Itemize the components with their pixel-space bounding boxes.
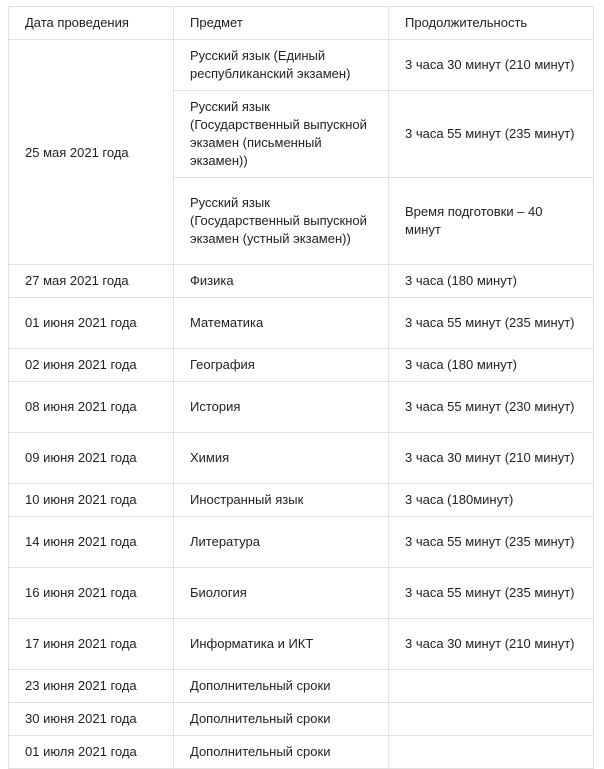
duration-cell: 3 часа 30 минут (210 минут) — [405, 450, 575, 465]
subject-cell: Химия — [174, 433, 389, 483]
date-cell: 16 июня 2021 года — [9, 568, 174, 618]
table-row — [9, 516, 593, 567]
table-row — [9, 264, 593, 297]
duration-cell: 3 часа 55 минут (235 минут) — [405, 126, 575, 141]
table-subrow — [174, 40, 593, 90]
date-cell: 27 мая 2021 года — [9, 265, 174, 297]
subject-cell: Математика — [174, 298, 389, 348]
duration-cell: 3 часа (180минут) — [405, 492, 514, 507]
duration-cell — [389, 703, 593, 735]
duration-cell — [389, 736, 593, 768]
date-cell: 09 июня 2021 года — [9, 433, 174, 483]
duration-cell: Время подготовки – 40 минут — [405, 204, 543, 237]
duration-cell: 3 часа 55 минут (235 минут) — [405, 534, 575, 549]
table-subrow — [174, 177, 593, 264]
table-row — [9, 483, 593, 516]
table-row — [9, 348, 593, 381]
duration-cell: 3 часа 55 минут (235 минут) — [405, 585, 575, 600]
date-cell: 17 июня 2021 года — [9, 619, 174, 669]
subject-cell: Литература — [174, 517, 389, 567]
date-cell: 01 июля 2021 года — [9, 736, 174, 768]
header-date: Дата проведения — [9, 7, 174, 39]
table-row-group — [9, 39, 593, 264]
group-date: 25 мая 2021 года — [9, 40, 174, 264]
exam-schedule-table — [8, 6, 594, 769]
subject-cell: Биология — [174, 568, 389, 618]
header-duration: Продолжительность — [405, 15, 528, 30]
duration-cell: 3 часа 30 минут (210 минут) — [405, 636, 575, 651]
duration-cell: 3 часа (180 минут) — [405, 357, 517, 372]
duration-cell: 3 часа 30 минут (210 минут) — [405, 57, 575, 72]
duration-cell: 3 часа 55 минут (235 минут) — [405, 315, 575, 330]
date-cell: 23 июня 2021 года — [9, 670, 174, 702]
duration-cell: 3 часа 55 минут (230 минут) — [405, 399, 575, 414]
header-subject: Предмет — [174, 7, 389, 39]
duration-cell — [389, 670, 593, 702]
group-subrows — [174, 40, 593, 264]
date-cell: 08 июня 2021 года — [9, 382, 174, 432]
table-row — [9, 432, 593, 483]
subject-cell: Физика — [174, 265, 389, 297]
date-cell: 01 июня 2021 года — [9, 298, 174, 348]
subject-cell: Дополнительный сроки — [174, 736, 389, 768]
table-subrow — [174, 90, 593, 177]
table-row — [9, 702, 593, 735]
subject-cell: Русский язык (Единый республиканский экзамен) — [174, 40, 389, 90]
table-row — [9, 297, 593, 348]
date-cell: 30 июня 2021 года — [9, 703, 174, 735]
subject-cell: Информатика и ИКТ — [174, 619, 389, 669]
subject-cell: Русский язык (Государственный выпускной экзамен (устный экзамен)) — [174, 178, 389, 264]
duration-cell: 3 часа (180 минут) — [405, 273, 517, 288]
table-row — [9, 567, 593, 618]
subject-cell: Дополнительный сроки — [174, 670, 389, 702]
subject-cell: Дополнительный сроки — [174, 703, 389, 735]
subject-cell: География — [174, 349, 389, 381]
date-cell: 14 июня 2021 года — [9, 517, 174, 567]
table-row — [9, 618, 593, 669]
table-header-row — [9, 7, 593, 39]
subject-cell: История — [174, 382, 389, 432]
table-row — [9, 381, 593, 432]
table-row — [9, 669, 593, 702]
date-cell: 10 июня 2021 года — [9, 484, 174, 516]
table-row — [9, 735, 593, 768]
date-cell: 02 июня 2021 года — [9, 349, 174, 381]
subject-cell: Русский язык (Государственный выпускной экзамен (письменный экзамен)) — [174, 91, 389, 177]
subject-cell: Иностранный язык — [174, 484, 389, 516]
